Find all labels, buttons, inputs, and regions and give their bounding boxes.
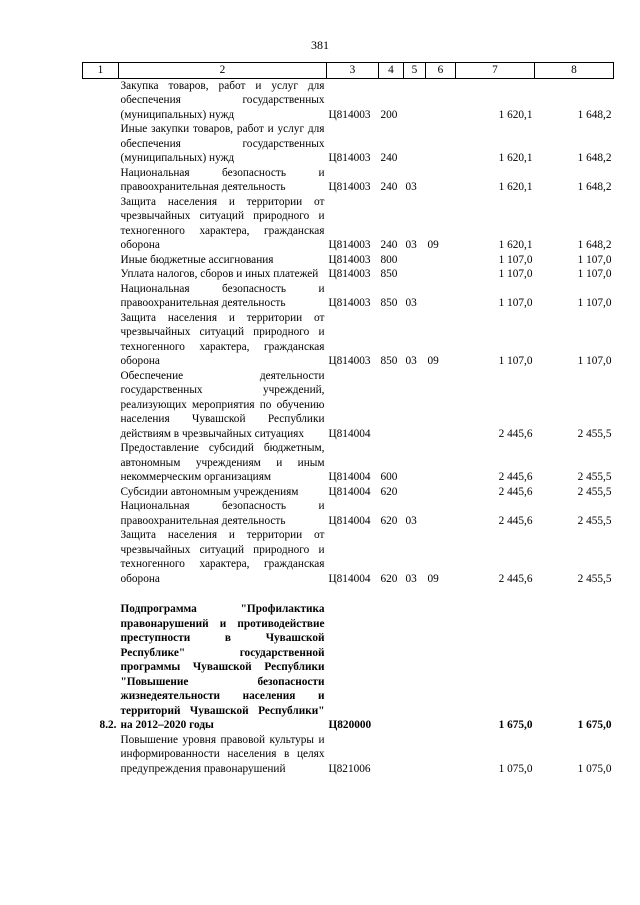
- row-code: Ц814004: [328, 514, 371, 527]
- row-name: Обеспечение деятельности государственных учреждений, реализующих мероприятия по обучению населения Чувашской Республики действиям в чрезвычайных ситуациях: [120, 369, 325, 440]
- row-col4: 800: [380, 253, 398, 266]
- row-col4: [379, 369, 404, 442]
- row-col4: 240: [380, 181, 398, 193]
- row-code: Ц814003: [328, 253, 371, 266]
- row-value-7: 1 107,0: [498, 297, 533, 309]
- row-col6: [426, 122, 456, 166]
- row-value-7: 1 620,1: [498, 239, 533, 251]
- row-col6: 09: [427, 355, 439, 367]
- subprogram-code: Ц820000: [328, 719, 372, 731]
- row-value-7: 2 445,6: [498, 514, 533, 527]
- column-header: 1: [83, 63, 119, 79]
- row-col6: [426, 253, 456, 268]
- table-row: [83, 122, 614, 166]
- row-value-8: 2 455,5: [577, 471, 612, 483]
- row-value-7: 1 620,1: [498, 108, 533, 121]
- page-number: 381: [311, 38, 329, 52]
- row-col6: 09: [427, 572, 439, 585]
- row-value-7: 1 075,0: [498, 762, 533, 775]
- row-code: Ц814003: [328, 297, 371, 309]
- subprogram-number: 8.2.: [99, 719, 117, 731]
- row-col6: [426, 485, 456, 500]
- row-col5: 03: [405, 572, 417, 585]
- row-col4: 240: [380, 152, 398, 164]
- row-name: Защита населения и территории от чрезвычайных ситуаций природного и техногенного характера, гражданская оборона: [120, 529, 325, 585]
- row-code: Ц821006: [328, 762, 371, 775]
- row-col4: 850: [380, 355, 398, 367]
- row-code: Ц814004: [328, 427, 371, 440]
- row-value-8: 1 648,2: [577, 181, 612, 193]
- row-value-7: 2 445,6: [498, 485, 533, 498]
- row-name: Иные бюджетные ассигнования: [120, 253, 274, 266]
- row-col5: [404, 441, 426, 485]
- row-value-8: 1 107,0: [577, 355, 612, 367]
- row-value-7: 2 445,6: [498, 471, 533, 483]
- row-value-7: 1 107,0: [498, 355, 533, 367]
- budget-table: [82, 62, 614, 776]
- table-row: [83, 499, 614, 528]
- row-value-8: 1 648,2: [577, 239, 612, 251]
- table-row: [83, 166, 614, 195]
- row-col5: [404, 267, 426, 282]
- spacer-row: [83, 586, 614, 602]
- row-code: Ц814004: [328, 485, 371, 498]
- table-row: [83, 282, 614, 311]
- row-col6: [426, 78, 456, 122]
- row-name: Национальная безопасность и правоохранительная деятельность: [120, 166, 325, 193]
- row-name: Национальная безопасность и правоохранительная деятельность: [120, 282, 325, 309]
- row-col6: [426, 282, 456, 311]
- row-col4: 600: [380, 471, 398, 483]
- row-name: Закупка товаров, работ и услуг для обеспечения государственных (муниципальных) нужд: [120, 79, 325, 121]
- row-value-8: 2 455,5: [577, 514, 612, 527]
- row-name: Иные закупки товаров, работ и услуг для обеспечения государственных (муниципальных) нужд: [120, 123, 325, 164]
- row-value-7: 1 107,0: [498, 268, 533, 280]
- row-col5: 03: [405, 514, 417, 527]
- table-row: [83, 485, 614, 500]
- row-value-7: 1 620,1: [498, 181, 533, 193]
- row-name: Защита населения и территории от чрезвычайных ситуаций природного и техногенного характера, гражданская оборона: [120, 195, 325, 251]
- row-col4: 620: [380, 485, 398, 498]
- table-row: [83, 253, 614, 268]
- row-value-8: 1 107,0: [577, 297, 612, 309]
- subprogram-row: [83, 602, 614, 733]
- row-name: Предоставление субсидий бюджетным, автономным учреждениям и иным некоммерческим организациям: [120, 442, 325, 483]
- row-col4: 620: [380, 514, 398, 527]
- row-value-8: 2 455,5: [577, 572, 612, 585]
- row-code: Ц814003: [328, 152, 371, 164]
- row-code: Ц814004: [328, 572, 371, 585]
- row-value-7: 1 107,0: [498, 253, 533, 266]
- table-row: [83, 311, 614, 369]
- row-value-8: 2 455,5: [577, 485, 612, 498]
- column-header: 4: [379, 63, 404, 79]
- row-col5: 03: [405, 239, 417, 251]
- table-row: [83, 528, 614, 586]
- row-value-8: 1 107,0: [577, 253, 612, 266]
- row-value-8: 1 107,0: [577, 268, 612, 280]
- row-value-7: 1 620,1: [498, 152, 533, 164]
- row-col6: [426, 441, 456, 485]
- row-col5: [404, 369, 426, 442]
- table-row: [83, 441, 614, 485]
- row-col5: 03: [405, 181, 417, 193]
- table-row: [83, 369, 614, 442]
- row-code: Ц814003: [328, 268, 371, 280]
- row-col6: [426, 499, 456, 528]
- row-code: Ц814003: [328, 181, 371, 193]
- row-col5: 03: [405, 355, 417, 367]
- row-col4: 620: [380, 572, 398, 585]
- row-col5: [404, 253, 426, 268]
- row-name: Повышение уровня правовой культуры и информированности населения в целях предупреждения правонарушений: [120, 733, 325, 775]
- column-header: 2: [119, 63, 327, 79]
- row-col5: [404, 122, 426, 166]
- row-value-8: 1 075,0: [577, 762, 612, 775]
- row-col4: 200: [380, 108, 398, 121]
- column-header-row: [83, 63, 614, 79]
- row-col4: 850: [380, 268, 398, 280]
- row-value-8: 2 455,5: [577, 427, 612, 440]
- row-value-7: 2 445,6: [498, 427, 533, 440]
- column-header: 8: [535, 63, 614, 79]
- subprogram-value-8: 1 675,0: [577, 719, 612, 731]
- row-value-7: 2 445,6: [498, 572, 533, 585]
- row-col5: [404, 78, 426, 122]
- table-row: [83, 733, 614, 777]
- row-col6: [426, 267, 456, 282]
- row-col6: [426, 166, 456, 195]
- column-header: 6: [426, 63, 456, 79]
- row-code: Ц814003: [328, 239, 371, 251]
- row-name: Уплата налогов, сборов и иных платежей: [120, 268, 319, 280]
- row-col4: 240: [380, 239, 398, 251]
- column-header: 5: [404, 63, 426, 79]
- row-col6: [426, 369, 456, 442]
- row-col5: 03: [405, 297, 417, 309]
- row-name: Защита населения и территории от чрезвычайных ситуаций природного и техногенного характера, гражданская оборона: [120, 311, 325, 367]
- row-col4: 850: [380, 297, 398, 309]
- row-code: Ц814003: [328, 355, 371, 367]
- row-value-8: 1 648,2: [577, 108, 612, 121]
- row-name: Субсидии автономным учреждениям: [120, 485, 299, 498]
- row-value-8: 1 648,2: [577, 152, 612, 164]
- column-header: 7: [456, 63, 535, 79]
- row-col5: [404, 485, 426, 500]
- row-col6: 09: [427, 239, 439, 251]
- column-header: 3: [327, 63, 379, 79]
- table-row: [83, 78, 614, 122]
- row-name: Национальная безопасность и правоохранительная деятельность: [120, 500, 325, 527]
- subprogram-value-7: 1 675,0: [498, 719, 533, 731]
- subprogram-name: Подпрограмма "Профилактика правонарушений и противодействие преступности в Чувашской Республике" государственной программы Чувашской Республики "Повышение безопасности жизнедеятельности населения и территорий Чувашской Республики" на 2012–2020 годы: [120, 603, 325, 731]
- table-row: [83, 195, 614, 253]
- table-row: [83, 267, 614, 282]
- row-code: Ц814003: [328, 108, 371, 121]
- row-code: Ц814004: [328, 471, 371, 483]
